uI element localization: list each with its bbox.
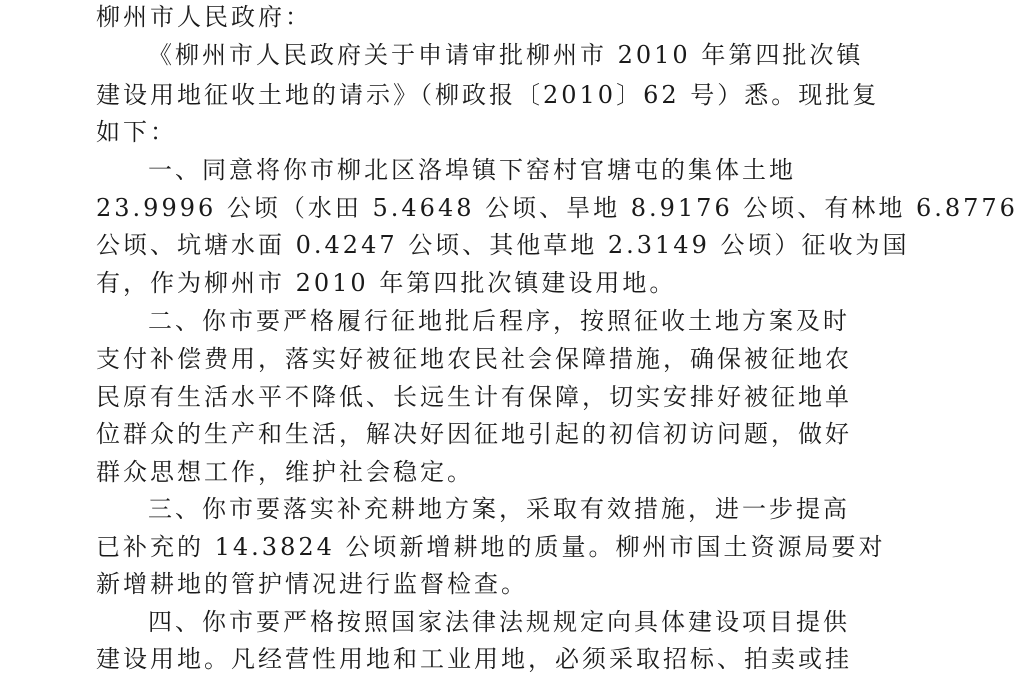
clause-3-line: 新增耕地的管护情况进行监督检查。 [96,570,528,598]
clause-2-line: 位群众的生产和生活，解决好因征地引起的初信初访问题，做好 [96,420,852,448]
clause-1-line: 一、同意将你市柳北区洛埠镇下窑村官塘屯的集体土地 [148,156,796,184]
clause-4-line: 建设用地。凡经营性用地和工业用地，必须采取招标、拍卖或挂 [96,645,852,673]
clause-1-line: 有，作为柳州市 2010 年第四批次镇建设用地。 [96,269,677,297]
clause-2-line: 民原有生活水平不降低、长远生计有保障，切实安排好被征地单 [96,383,852,411]
clause-2-line: 支付补偿费用，落实好被征地农民社会保障措施，确保被征地农 [96,345,852,373]
clause-3-line: 已补充的 14.3824 公顷新增耕地的质量。柳州市国土资源局要对 [96,533,886,561]
clause-3-line: 三、你市要落实补充耕地方案，采取有效措施，进一步提高 [148,495,850,523]
clause-1-line: 公顷、坑塘水面 0.4247 公顷、其他草地 2.3149 公顷）征收为国 [96,231,910,259]
clause-1-line: 23.9996 公顷（水田 5.4648 公顷、旱地 8.9176 公顷、有林地 6.8776 [96,194,1018,222]
body-line: 《柳州市人民政府关于申请审批柳州市 2010 年第四批次镇 [148,41,864,69]
addressee-line: 柳州市人民政府： [96,3,312,31]
clause-2-line: 群众思想工作，维护社会稳定。 [96,458,474,486]
body-line: 建设用地征收土地的请示》（柳政报〔2010〕62 号）悉。现批复 [96,81,880,109]
body-line: 如下： [96,118,177,146]
clause-2-line: 二、你市要严格履行征地批后程序，按照征收土地方案及时 [148,307,850,335]
clause-4-line: 四、你市要严格按照国家法律法规规定向具体建设项目提供 [148,608,850,636]
